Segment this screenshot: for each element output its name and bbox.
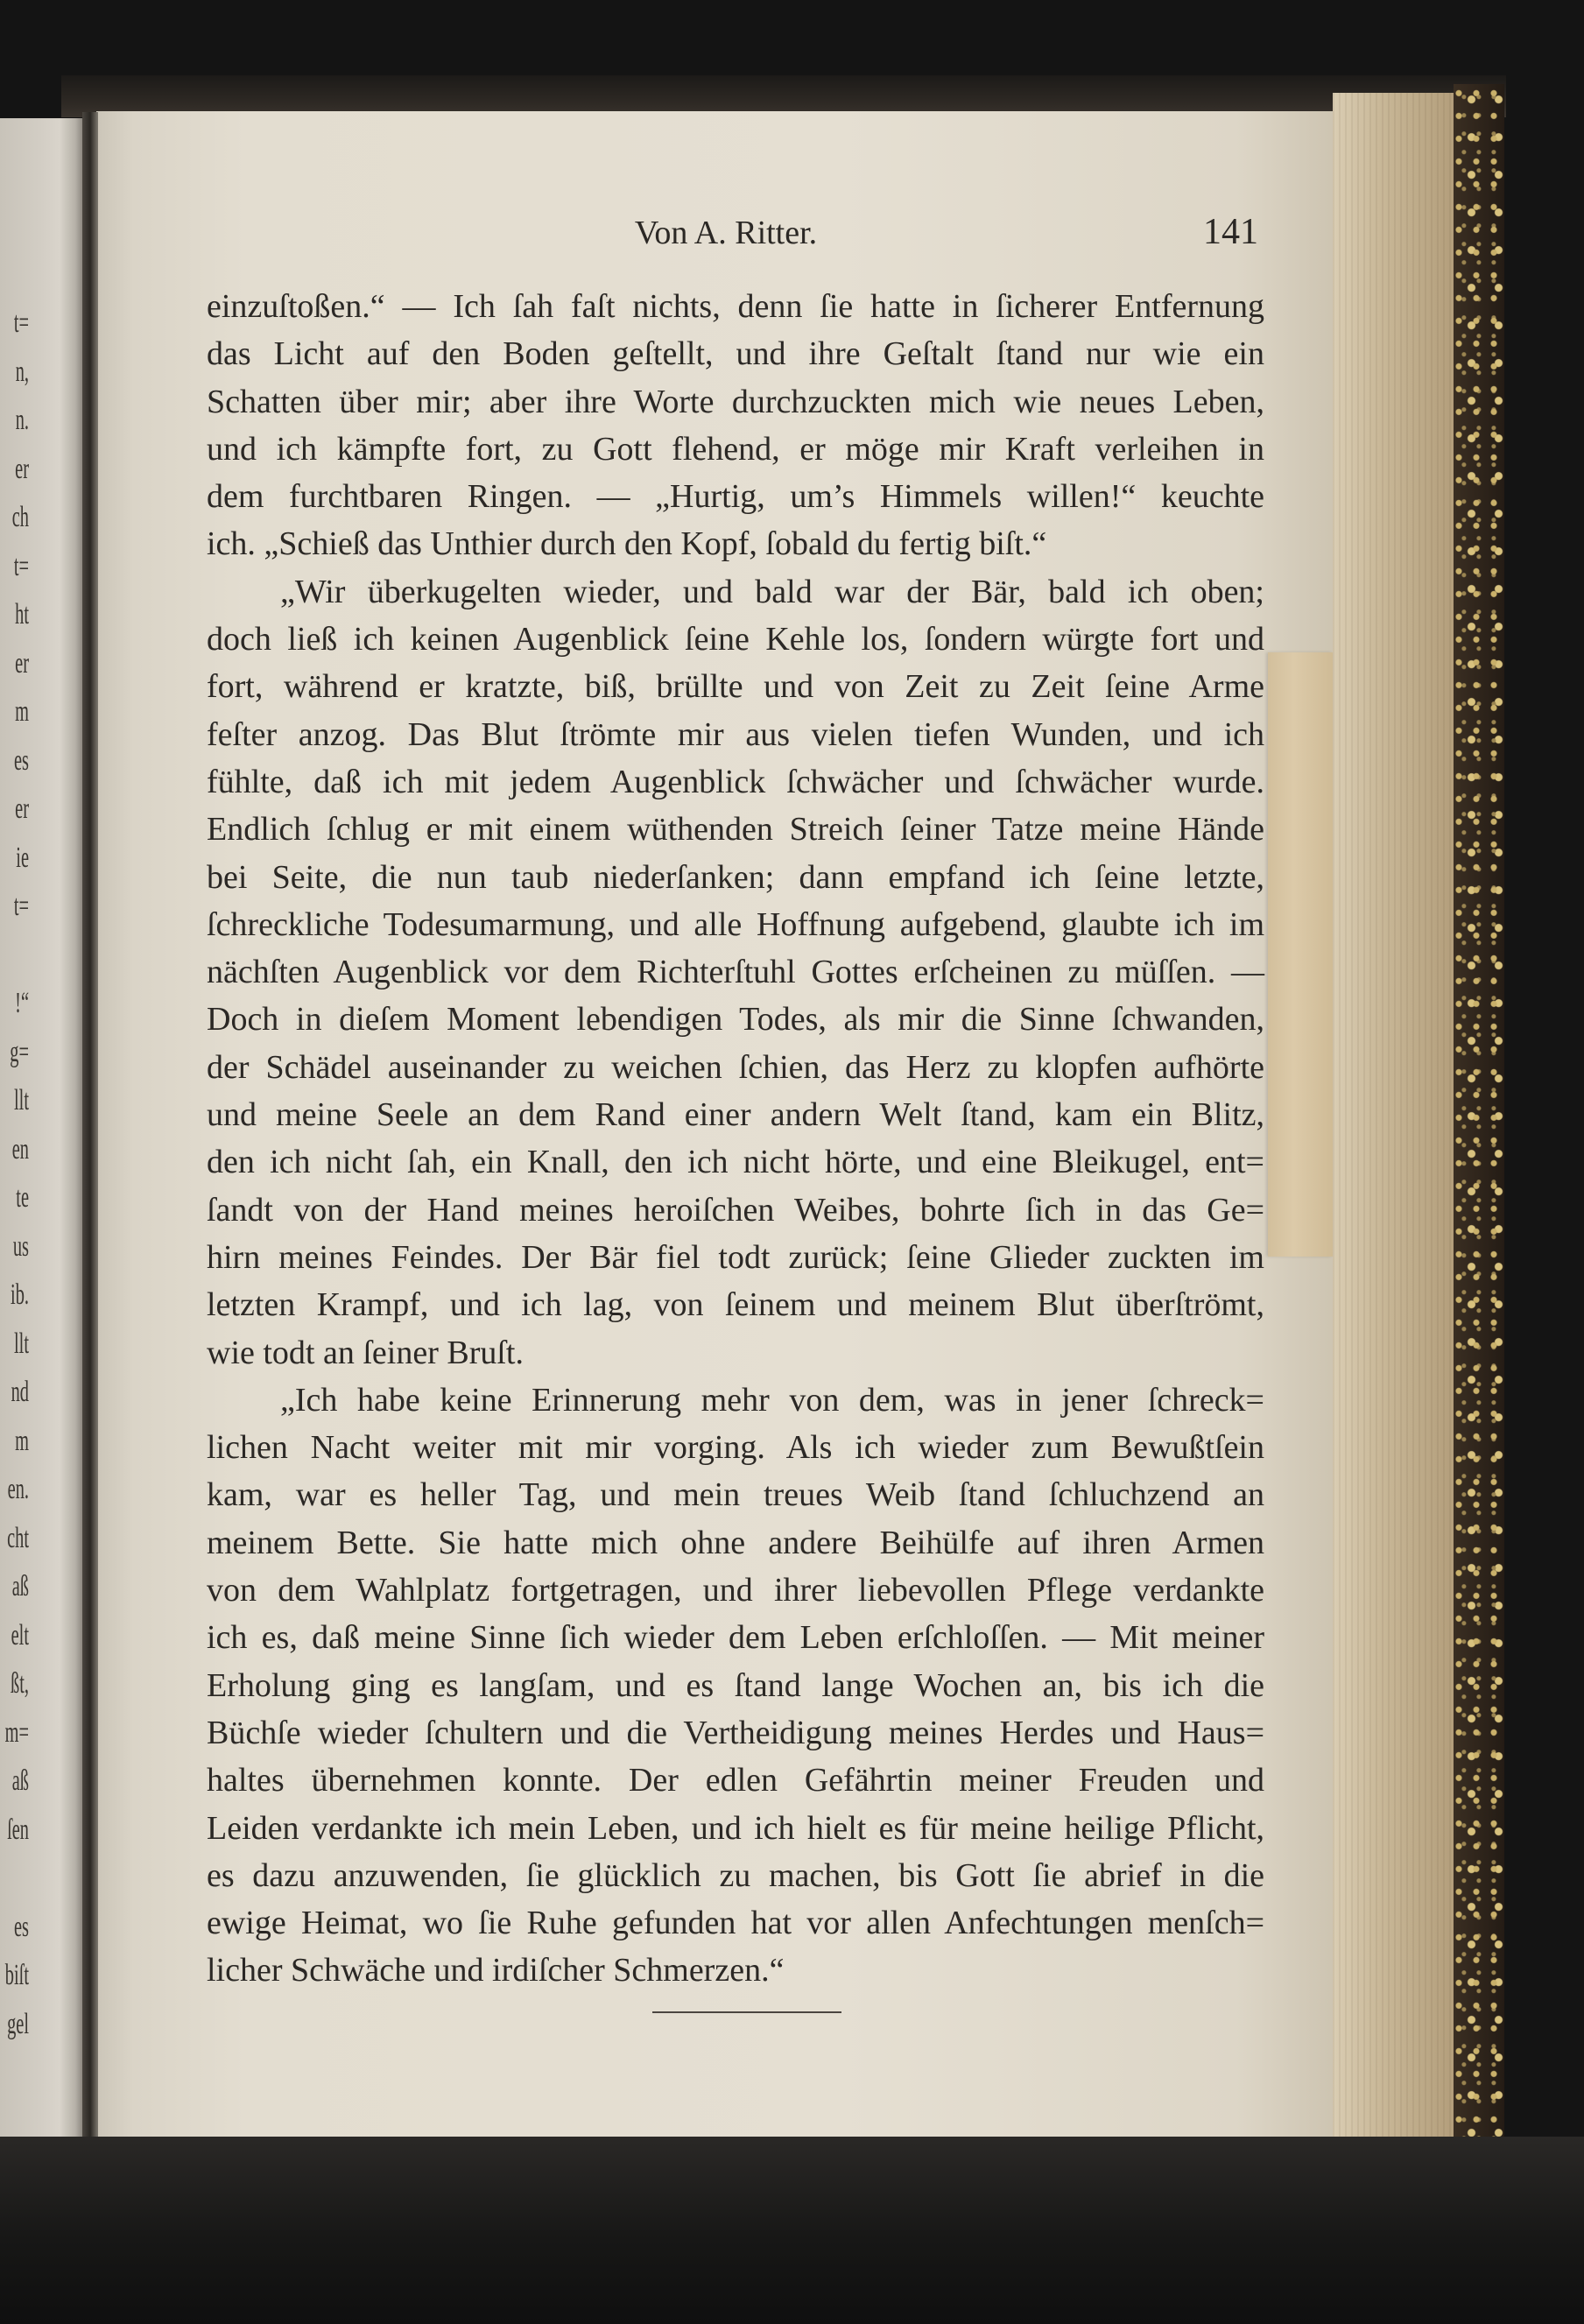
text-line: Leiden verdankte ich mein Leben, und ich hielt es für meine heilige Pflicht, xyxy=(207,1809,1264,1847)
left-page-line-ending: ch xyxy=(11,501,29,533)
left-page-line-ending: m xyxy=(15,1424,29,1457)
text-line: und meine Seele an dem Rand einer andern Welt ſtand, kam ein Blitz, xyxy=(207,1096,1264,1134)
left-page-line-ending: te xyxy=(16,1181,29,1214)
text-line: fühlte, daß ich mit jedem Augenblick ſchwächer und ſchwächer wurde. xyxy=(207,763,1264,800)
book-gutter xyxy=(82,112,98,2172)
text-line: doch ließ ich keinen Augenblick ſeine Kehle los, ſondern würgte fort und xyxy=(207,621,1264,658)
text-line: der Schädel auseinander zu weichen ſchien, das Herz zu klopfen aufhörte xyxy=(207,1048,1264,1086)
left-page-line-ending: cht xyxy=(7,1521,29,1554)
left-page-line-ending: g= xyxy=(10,1035,29,1068)
left-page-line-ending: es xyxy=(14,743,29,777)
left-page-line-ending xyxy=(0,931,29,980)
text-line: das Licht auf den Boden geſtellt, und ihre Geſtalt ſtand nur wie ein xyxy=(207,335,1264,373)
left-page-line-ending: t= xyxy=(13,549,29,582)
text-line: ſandt von der Hand meines heroiſchen Weibes, bohrte ſich in das Ge= xyxy=(207,1191,1264,1229)
left-page-line-ending: ht xyxy=(15,598,29,630)
text-line: den ich nicht ſah, ein Knall, den ich nicht hörte, und eine Bleikugel, ent= xyxy=(207,1144,1264,1181)
left-page-line-ending: aß xyxy=(11,1570,29,1602)
left-page-line-ending: en. xyxy=(7,1473,29,1505)
left-page xyxy=(0,118,88,2172)
left-page-line-ending: nd xyxy=(11,1376,29,1408)
page-edge-block xyxy=(1333,93,1455,2151)
text-line: hirn meines Feindes. Der Bär fiel todt zurück; ſeine Glieder zuckten im xyxy=(207,1238,1264,1276)
left-page-line-ending: biſt xyxy=(4,1959,29,1991)
bookmark-slip xyxy=(1268,652,1333,1257)
text-line: wie todt an ſeiner Bruſt. xyxy=(207,1334,524,1371)
left-page-line-endings xyxy=(0,299,29,2048)
text-line: „Wir überkugelten wieder, und bald war der Bär, bald ich oben; xyxy=(280,573,1264,610)
text-line: lichen Nacht weiter mit mir vorging. Als ich wieder zum Bewußtſein xyxy=(207,1429,1264,1467)
text-line: es dazu anzuwenden, ſie glücklich zu machen, bis Gott ſie abrief in die xyxy=(207,1856,1264,1894)
text-line: „Ich habe keine Erinnerung mehr von dem, was in jener ſchreck= xyxy=(280,1381,1264,1419)
left-page-line-ending: t= xyxy=(13,890,29,922)
text-line: meinem Bette. Sie hatte mich ohne andere Beihülfe auf ihren Armen xyxy=(207,1524,1264,1561)
text-line: haltes übernehmen konnte. Der edlen Gefährtin meiner Freuden und xyxy=(207,1762,1264,1799)
text-line: ich es, daß meine Sinne ſich wieder dem Leben erſchloſſen. — Mit meiner xyxy=(207,1619,1264,1657)
marbled-cover xyxy=(1454,84,1504,2142)
text-line: ſchreckliche Todesumarmung, und alle Hoffnung aufgebend, glaubte ich im xyxy=(207,905,1264,943)
left-page-line-ending: t= xyxy=(13,306,29,339)
text-line: und ich kämpfte fort, zu Gott flehend, er möge mir Kraft verleihen in xyxy=(207,430,1264,468)
text-line: feſter anzog. Das Blut ſtrömte mir aus vielen tiefen Wunden, und ich xyxy=(207,715,1264,753)
paragraph xyxy=(207,283,1264,568)
left-page-line-ending: ib. xyxy=(11,1278,29,1311)
text-line: dem furchtbaren Ringen. — „Hurtig, um’s Himmels willen!“ keuchte xyxy=(207,478,1264,516)
left-page-line-ending: n, xyxy=(15,355,29,388)
left-page-line-ending: en xyxy=(11,1132,29,1166)
left-page-line-ending: er xyxy=(15,792,29,825)
text-line: nächſten Augenblick vor dem Richterſtuhl Gottes erſcheinen zu müſſen. — xyxy=(207,954,1264,991)
left-page-line-ending xyxy=(0,1854,29,1903)
text-line: Büchſe wieder ſchultern und die Vertheidigung meines Herdes und Haus= xyxy=(207,1714,1264,1751)
left-page-line-ending: elt xyxy=(11,1618,29,1651)
left-page-line-ending: er xyxy=(15,646,29,680)
left-page-line-ending: gel xyxy=(7,2007,29,2040)
text-line: letzten Krampf, und ich lag, von ſeinem und meinem Blut überſtrömt, xyxy=(207,1286,1264,1324)
left-page-line-ending: us xyxy=(12,1229,29,1263)
left-page-line-ending: ie xyxy=(16,841,29,874)
left-page-line-ending: m xyxy=(15,695,29,728)
paragraph xyxy=(207,1377,1264,1995)
text-line: Schatten über mir; aber ihre Worte durchzuckten mich wie neues Leben, xyxy=(207,383,1264,420)
paragraph xyxy=(207,568,1264,1377)
end-rule xyxy=(652,2011,841,2013)
background-bottom xyxy=(0,2137,1584,2324)
left-page-line-ending: er xyxy=(15,452,29,485)
text-line: Endlich ſchlug er mit einem wüthenden Streich ſeiner Tatze meine Hände xyxy=(207,811,1264,849)
text-line: von dem Wahlplatz fortgetragen, und ihrer liebevollen Pflege verdankte xyxy=(207,1572,1264,1609)
running-head: Von A. Ritter. xyxy=(634,215,818,251)
text-line: ich. „Schieß das Unthier durch den Kopf, ſobald du fertig biſt.“ xyxy=(207,525,1047,563)
left-page-line-ending: ſen xyxy=(7,1813,29,1846)
left-page-line-ending: m= xyxy=(4,1715,29,1749)
text-line: fort, während er kratzte, biß, brüllte und von Zeit zu Zeit ſeine Arme xyxy=(207,668,1264,706)
left-page-line-ending: n. xyxy=(15,404,29,436)
text-line: Erholung ging es langſam, und es ſtand lange Wochen an, bis ich die xyxy=(207,1666,1264,1704)
text-line: bei Seite, die nun taub niederſanken; dann empfand ich ſeine letzte, xyxy=(207,858,1264,896)
left-page-line-ending: ßt, xyxy=(11,1667,29,1700)
text-line: ewige Heimat, wo ſie Ruhe gefunden hat vor allen Anfechtungen menſch= xyxy=(207,1905,1264,1942)
text-line: licher Schwäche und irdiſcher Schmerzen.“ xyxy=(207,1952,785,1989)
left-page-line-ending: es xyxy=(14,1910,29,1943)
page-number: 141 xyxy=(1203,212,1258,252)
left-page-line-ending: llt xyxy=(13,1327,29,1360)
text-line: Doch in dieſem Moment lebendigen Todes, als mir die Sinne ſchwanden, xyxy=(207,1001,1264,1039)
text-line: einzuſtoßen.“ — Ich ſah faſt nichts, denn ſie hatte in ſicherer Entfernung xyxy=(207,288,1264,325)
left-page-line-ending: llt xyxy=(13,1084,29,1116)
left-page-line-ending: !“ xyxy=(15,987,29,1019)
body-text xyxy=(207,283,1264,1995)
left-page-line-ending: aß xyxy=(11,1764,29,1797)
text-line: kam, war es heller Tag, und mein treues Weib ſtand ſchluchzend an xyxy=(207,1476,1264,1514)
